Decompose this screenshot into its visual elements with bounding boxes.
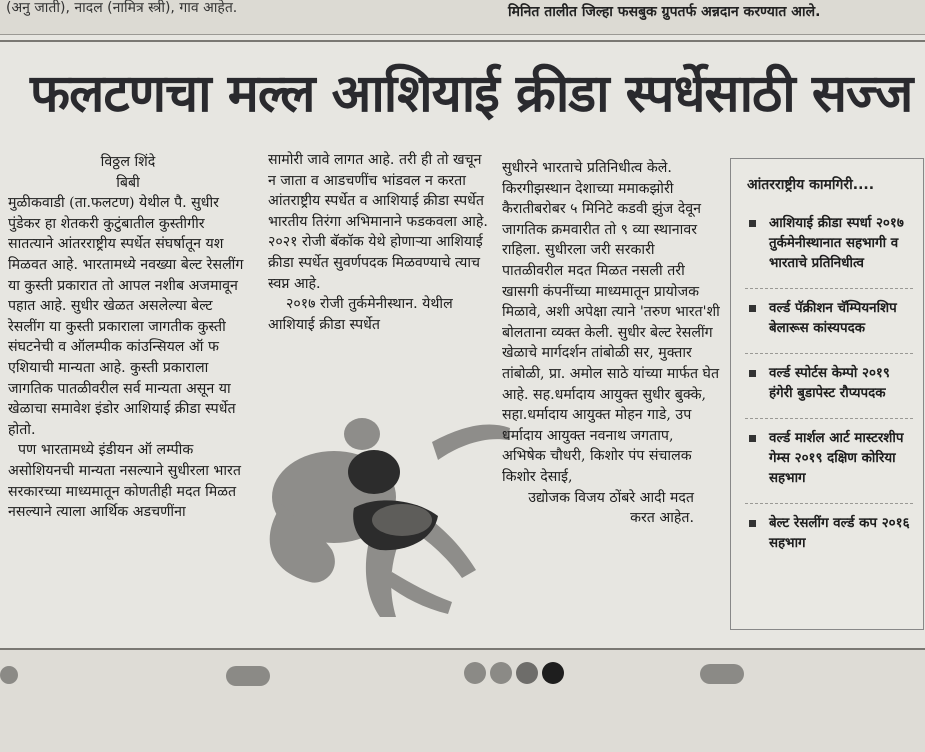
decorative-dot — [542, 662, 564, 684]
square-bullet-icon — [749, 220, 756, 227]
achievements-list — [731, 204, 923, 568]
top-strip-left-text: (अनु जाती), नादल (नामित्र स्त्री), गाव आहेत. — [6, 0, 238, 16]
decorative-dot — [464, 662, 486, 684]
article-paragraph: मुळीकवाडी (ता.फलटण) येथील पै. सुधीर पुंडेकर हा शेतकरी कुटुंबातील कुस्तीगीर सातत्याने आंतरराष्ट्रीय स्पर्धेत संघर्षातून यश मिळवत आहे. भारतामध्ये नवख्या बेल्ट रेसलींग या कुस्ती प्रकारात तो आपल नशीब अजमावून पहात आहे. सुधीर खेळत असलेल्या बेल्ट रेसलींग या कुस्ती प्रकाराला जागतीक कुस्ती संघटनेची व ऑलम्पीक कांउन्सियल ऑ फ एशियाची मान्यता आहे. कुस्ती प्रकाराला जागतिक पातळीवरील सर्व मान्यता असून या खेळाचा समावेश इंडोर आशियाई क्रीडा स्पर्धेत होतो. — [8, 195, 244, 438]
wrestler-left-head — [344, 418, 380, 450]
top-strip — [0, 0, 925, 35]
square-bullet-icon — [749, 520, 756, 527]
list-item-text: वर्ल्ड मार्शल आर्ट मास्टरशीप गेम्स २०१९ दक्षिण कोरिया सहभाग — [769, 431, 904, 486]
article-paragraph-closing: उद्योजक विजय ठोंबरे आदी मदत करत आहेत. — [528, 489, 694, 527]
wrestler-right-head — [348, 450, 400, 494]
decorative-dot — [490, 662, 512, 684]
list-item-text: आशियाई क्रीडा स्पर्धा २०१७ तुर्कमेनीस्थानात सहभागी व भारताचे प्रतिनिधीत्व — [769, 216, 904, 271]
byline-place: बिबी — [116, 174, 140, 191]
article-paragraph: २०१७ रोजी तुर्कमेनीस्थान. येथील आशियाई क्रीडा स्पर्धेत — [268, 296, 453, 333]
decorative-dot — [226, 666, 270, 686]
top-strip-right-text: मिनित तालीत जिल्हा फसबुक ग्रुपतर्फ अन्नदान करण्यात आले. — [508, 4, 821, 20]
bottom-decoration — [0, 648, 925, 752]
headline: फलटणचा मल्ल आशियाई क्रीडा स्पर्धेसाठी सज्ज — [30, 64, 913, 124]
article-paragraph: सुधीरने भारताचे प्रतिनिधीत्व केले. किरगीझस्थान देशाच्या ममाकझोरी कैरातीबरोबर ५ मिनिटे कडवी झुंज देवून जागतिक क्रमवारीत तो ९ व्या स्थानावर राहिला. सुधीरला जरी सरकारी पातळीवरील मदत मिळत नसली तरी खासगी कंपनींच्या माध्यमातून प्रायोजक मिळावे, अशी अपेक्षा त्याने 'तरुण भारत'शी बोलताना व्यक्त केली. सुधीर बेल्ट रेसलींग खेळाचे मार्गदर्शन तांबोळी सर, मुक्तार तांबोळी, प्रा. अमोल साठे यांच्या मार्फत घेत आहे. सह.धर्मादाय आयुक्त सुधीर बुक्के, सहा.धर्मादाय आयुक्त मोहन गाडे, उप धर्मादाय आयुक्त नवनाथ जगताप, अभिषेक चौधरी, किशोर पंप संचालक किशोर देसाई, — [502, 160, 720, 485]
square-bullet-icon — [749, 305, 756, 312]
article-paragraph: सामोरी जावे लागत आहे. तरी ही तो खचून न जाता व आडचणींच भांडवल न करता आंतराष्ट्रीय स्पर्धेत व आशियाई क्रीडा स्पर्धेत भारतीय तिरंगा अभिमानाने फडकवला आहे. २०२१ रोजी बॅकॉक येथे होणाऱ्या आशियाई क्रीडा स्पर्धेत सुवर्णपदक मिळवण्याचे त्याच स्वप्न आहे. — [268, 152, 488, 292]
article-column-1 — [8, 152, 248, 523]
list-item — [745, 354, 913, 419]
list-item — [745, 204, 913, 289]
list-item-text: वर्ल्ड पॅक्रीशन चॅम्पियनशिप बेलारूस कांस्यपदक — [769, 301, 897, 336]
top-divider — [0, 40, 925, 42]
list-item — [745, 289, 913, 354]
article-column-3 — [502, 158, 720, 529]
wrestlers-illustration — [262, 412, 512, 622]
decorative-dot — [700, 664, 744, 684]
square-bullet-icon — [749, 370, 756, 377]
list-item — [745, 504, 913, 568]
square-bullet-icon — [749, 435, 756, 442]
list-item-text: बेल्ट रेसलींग वर्ल्ड कप २०१६ सहभाग — [769, 516, 910, 551]
sidebar-title: आंतरराष्ट्रीय कामगिरी.... — [747, 177, 875, 193]
decorative-dot — [516, 662, 538, 684]
list-item-text: वर्ल्ड स्पोर्टस केम्पो २०१९ हंगेरी बुडापेस्ट रौप्यपदक — [769, 366, 890, 401]
achievements-sidebar — [730, 158, 924, 630]
list-item — [745, 419, 913, 504]
byline-author: विठ्ठल शिंदे — [100, 154, 156, 170]
article-column-2 — [268, 150, 493, 335]
decorative-dot — [0, 666, 18, 684]
article-paragraph: पण भारतामध्ये इंडीयन ऑ लम्पीक असोशियनची मान्यता नसल्याने सुधीरला भारत सरकारच्या माध्यमातून कोणतीही मदत मिळत नसल्याने त्याला आर्थिक अडचणींना — [8, 442, 241, 521]
